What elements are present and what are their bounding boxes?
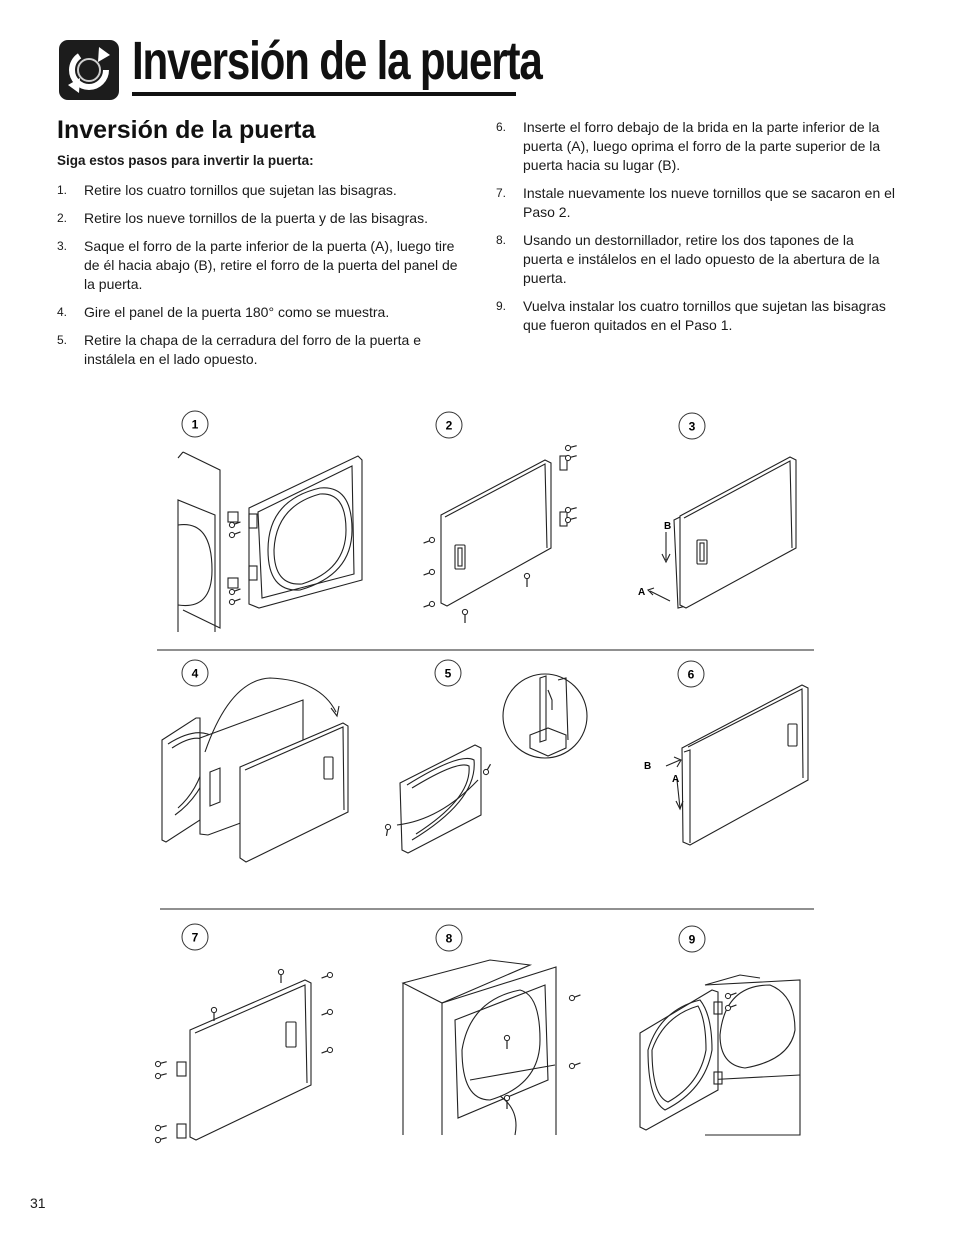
step-circle [679,413,705,439]
title-rule [132,92,516,96]
section-title: Inversión de la puerta [57,116,316,144]
step-number: 9. [496,299,507,313]
step-circle-label: 8 [445,931,453,946]
step-text: Retire la chapa de la cerradura del forro de la puerta e instálela en el lado opuesto. [84,332,421,367]
step-text: Saque el forro de la parte inferior de la puerta (A), luego tire de él hacia abajo (B), retire el forro de la puerta del panel de la puerta. [84,238,458,292]
step-number: 4. [57,305,68,319]
step-item [57,209,467,228]
step-5-drawing [397,674,587,853]
label-b: B [644,761,652,772]
step-8-drawing [403,960,556,1135]
step-3-drawing [648,457,796,608]
step-circle-label: 5 [444,666,452,681]
label-a: A [638,587,646,598]
label-b: B [664,521,672,532]
steps-list-right [496,118,896,344]
step-circle [436,925,462,951]
step-item [496,231,896,288]
step-circle-label: 6 [687,667,695,682]
step-circle [182,660,208,686]
step-text: Instale nuevamente los nueve tornillos que se sacaron en el Paso 2. [523,185,896,220]
step-number: 2. [57,211,68,225]
step-number: 6. [496,120,507,134]
step-number: 7. [496,186,507,200]
step-text: Inserte el forro debajo de la brida en la parte inferior de la puerta (A), luego oprima el forro de la parte superior de la puerta hacia su lugar (B). [523,119,881,173]
page-number: 31 [30,1195,46,1211]
step-text: Vuelva instalar los cuatro tornillos que sujetan las bisagras que fueron quitados en el Paso 1. [523,298,886,333]
step-circle [182,411,208,437]
step-number: 3. [57,239,68,253]
step-number: 5. [57,333,68,347]
step-circle-label: 4 [191,666,199,681]
step-number: 8. [496,233,507,247]
step-circle [436,412,462,438]
step-circle [435,660,461,686]
step-item [57,181,467,200]
label-a: A [672,774,680,785]
step-item [57,237,467,294]
step-circle-label: 2 [445,418,453,433]
step-text: Gire el panel de la puerta 180° como se muestra. [84,304,390,320]
step-4-drawing [162,678,348,862]
step-9-drawing [640,975,800,1135]
step-7-drawing [177,980,311,1140]
steps-list-left [57,181,467,378]
step-text: Usando un destornillador, retire los dos tapones de la puerta e instálelos en el lado opuesto de la abertura de la puerta. [523,232,880,286]
step-circle-label: 7 [191,930,199,945]
step-item [496,297,896,335]
step-2-drawing [441,456,567,606]
step-circle [679,926,705,952]
step-text: Retire los nueve tornillos de la puerta y de las bisagras. [84,210,428,226]
step-circle [182,924,208,950]
step-number: 1. [57,183,68,197]
door-reversal-illustration [150,400,830,1165]
step-circle-label: 1 [191,417,199,432]
step-item [57,303,467,322]
step-1-drawing [178,452,362,632]
step-circle [678,661,704,687]
step-text: Retire los cuatro tornillos que sujetan las bisagras. [84,182,397,198]
step-circle-label: 3 [688,419,696,434]
step-circle-label: 9 [688,932,696,947]
page-title: Inversión de la puerta [132,31,542,91]
step-item [496,118,896,175]
step-6-drawing [666,685,808,845]
step-item [496,184,896,222]
intro-text: Siga estos pasos para invertir la puerta: [57,153,314,168]
step-item [57,331,467,369]
rotate-arrows-icon [58,39,120,101]
